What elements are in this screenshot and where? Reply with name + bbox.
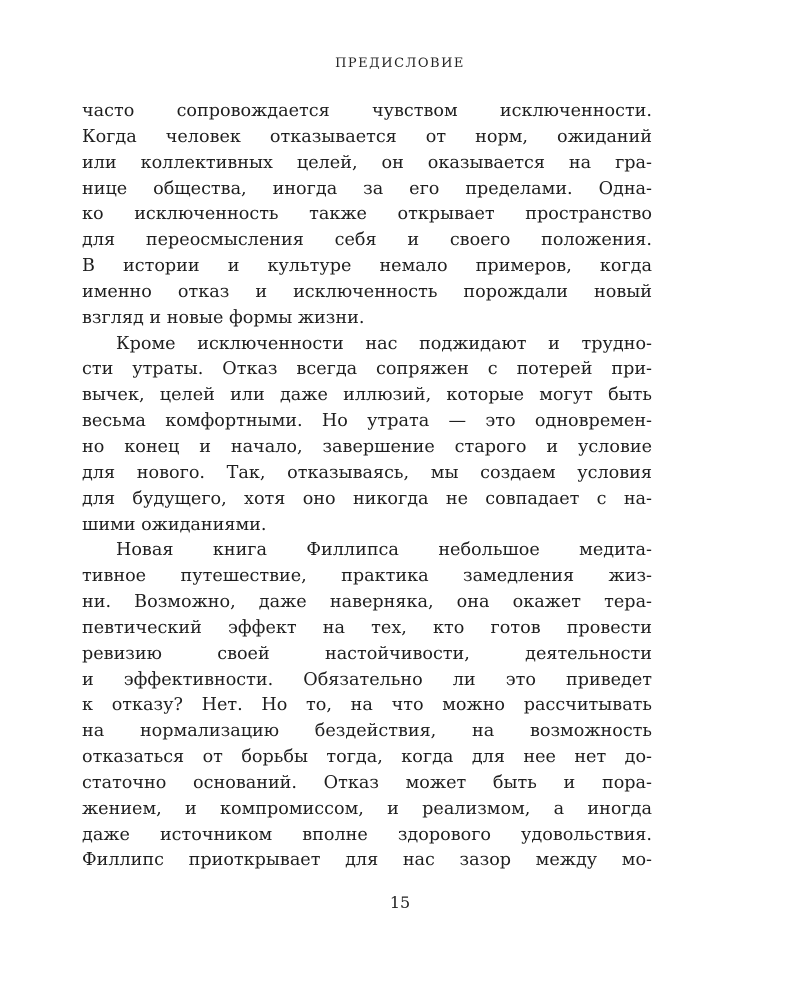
text-line: для переосмысления себя и своего положения. [82,230,652,251]
text-line: тивное путешествие, практика замедления жиз- [82,566,652,587]
text-line: даже источником вполне здорового удовольствия. [82,824,652,845]
text-line: и эффективности. Обязательно ли это приведет [82,669,652,690]
running-title: ПРЕДИСЛОВИЕ [335,56,465,71]
text-line: но конец и начало, завершение старого и условие [82,436,652,457]
text-line: шими ожиданиями. [82,514,267,535]
text-line: весьма комфортными. Но утрата — это одновремен- [82,411,652,432]
text-line: взгляд и новые формы жизни. [82,307,365,328]
text-line: Когда человек отказывается от норм, ожиданий [82,126,652,147]
text-line: ревизию своей настойчивости, деятельности [82,643,652,664]
page-number: 15 [389,893,411,912]
text-line: на нормализацию бездействия, на возможность [82,721,652,742]
text-line: ни. Возможно, даже наверняка, она окажет тера- [82,592,652,613]
text-line: отказаться от борьбы тогда, когда для нее нет до- [82,747,652,768]
text-line: статочно оснований. Отказ может быть и пора- [82,772,652,793]
text-line: для нового. Так, отказываясь, мы создаем условия [82,462,652,483]
text-line: именно отказ и исключенность порождали новый [82,281,652,302]
text-line: или коллективных целей, он оказывается на гра- [82,152,652,173]
text-line: нице общества, иногда за его пределами. Одна- [82,178,652,199]
text-line: сти утраты. Отказ всегда сопряжен с потерей при- [82,359,652,380]
text-line: для будущего, хотя оно никогда не совпадает с на- [82,488,652,509]
text-line: к отказу? Нет. Но то, на что можно рассчитывать [82,695,652,716]
text-line: певтический эффект на тех, кто готов провести [82,617,652,638]
body-text [82,99,652,874]
text-line: вычек, целей или даже иллюзий, которые могут быть [82,385,652,406]
text-line: Филлипс приоткрывает для нас зазор между мо- [82,850,652,871]
text-line: часто сопровождается чувством исключенности. [82,101,652,121]
paragraph-first-line: Новая книга Филлипса небольшое медита- [116,540,652,561]
text-line: В истории и культуре немало примеров, когда [82,256,652,277]
text-line: жением, и компромиссом, и реализмом, а иногда [82,798,652,819]
text-line: ко исключенность также открывает пространство [82,204,652,225]
paragraph-first-line: Кроме исключенности нас поджидают и трудно- [116,333,652,354]
